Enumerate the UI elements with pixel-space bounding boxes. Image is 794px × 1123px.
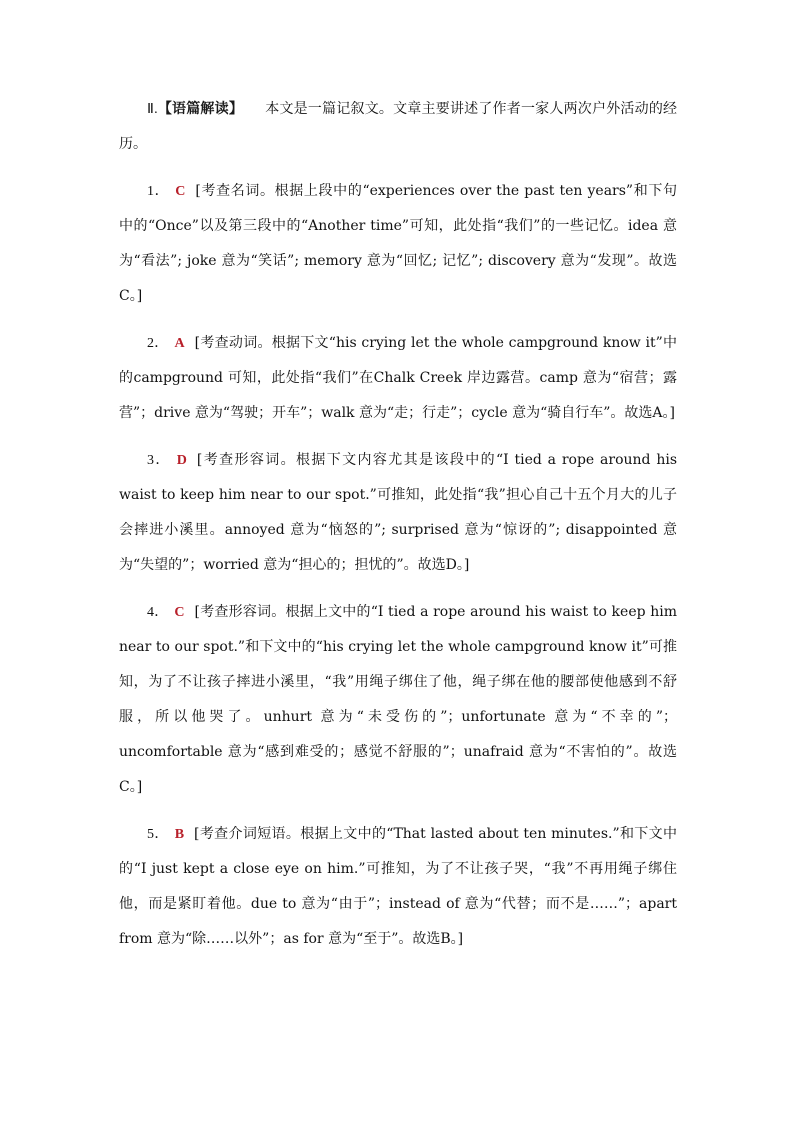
answer-letter: C <box>174 605 185 620</box>
explanation-text: [考查形容词。根据上文中的“I tied a rope around his waist to keep him near to our spot.”和下文中的“his crying let the whole campground know it”可推知，为了不让孩子摔进小溪里，“我”用绳子绑住了他，绳子绑在他的腰部使他感到不舒服，所以他哭了。unhurt 意为“未受伤的”；unfortunate 意为“不幸的”；uncomfortable 意为“感到难受的；感觉不舒服的”；unafraid 意为“不害怕的”。故选C。] <box>119 604 677 795</box>
answer-letter: B <box>174 827 185 842</box>
answer-item-4 <box>119 595 677 805</box>
question-number: 5． <box>147 827 169 842</box>
answer-item-1 <box>119 174 677 314</box>
question-number: 1． <box>147 184 170 199</box>
answer-key-page <box>119 92 677 969</box>
section-text: 本文是一篇记叙文。文章主要讲述了作者一家人两次户外活动的经历。 <box>119 101 678 152</box>
question-number: 4． <box>147 605 169 620</box>
explanation-text: [考查动词。根据下文“his crying let the whole campground know it”中的campground 可知，此处指“我们”在Chalk Creek 岸边露营。camp 意为“宿营；露营”；drive 意为“驾驶；开车”；walk 意为“走；行走”；cycle 意为“骑自行车”。故选A。] <box>119 335 678 421</box>
section-roman-numeral: Ⅱ. <box>147 102 158 117</box>
answer-letter: A <box>174 336 185 351</box>
explanation-text: [考查名词。根据上段中的“experiences over the past ten years”和下句中的“Once”以及第三段中的“Another time”可知，此处指“我们”的一些记忆。idea 意为“看法”; joke 意为“笑话”; memory 意为“回忆; 记忆”; discovery 意为“发现”。故选C。] <box>119 183 677 304</box>
answer-letter: C <box>175 184 186 199</box>
explanation-text: [考查介词短语。根据上文中的“That lasted about ten minutes.”和下文中的“I just kept a close eye on him.”可推知，为了不让孩子哭，“我”不再用绳子绑住他，而是紧盯着他。due to 意为“由于”；instead of 意为“代替；而不是……”；apart from 意为“除……以外”；as for 意为“至于”。故选B。] <box>119 826 677 947</box>
answer-item-2 <box>119 326 677 431</box>
question-number: 3． <box>147 453 171 468</box>
answer-letter: D <box>176 453 187 468</box>
section-title: 【语篇解读】 <box>157 101 244 117</box>
section-intro <box>119 92 677 162</box>
answer-item-3 <box>119 443 677 583</box>
question-number: 2． <box>147 336 169 351</box>
explanation-text: [考查形容词。根据下文内容尤其是该段中的“I tied a rope around his waist to keep him near to our spot.”可推知，此处指“我”担心自己十五个月大的儿子会摔进小溪里。annoyed 意为“恼怒的”; surprised 意为“惊讶的”; disappointed 意为“失望的”；worried 意为“担心的；担忧的”。故选D。] <box>119 452 678 573</box>
answer-item-5 <box>119 817 677 957</box>
